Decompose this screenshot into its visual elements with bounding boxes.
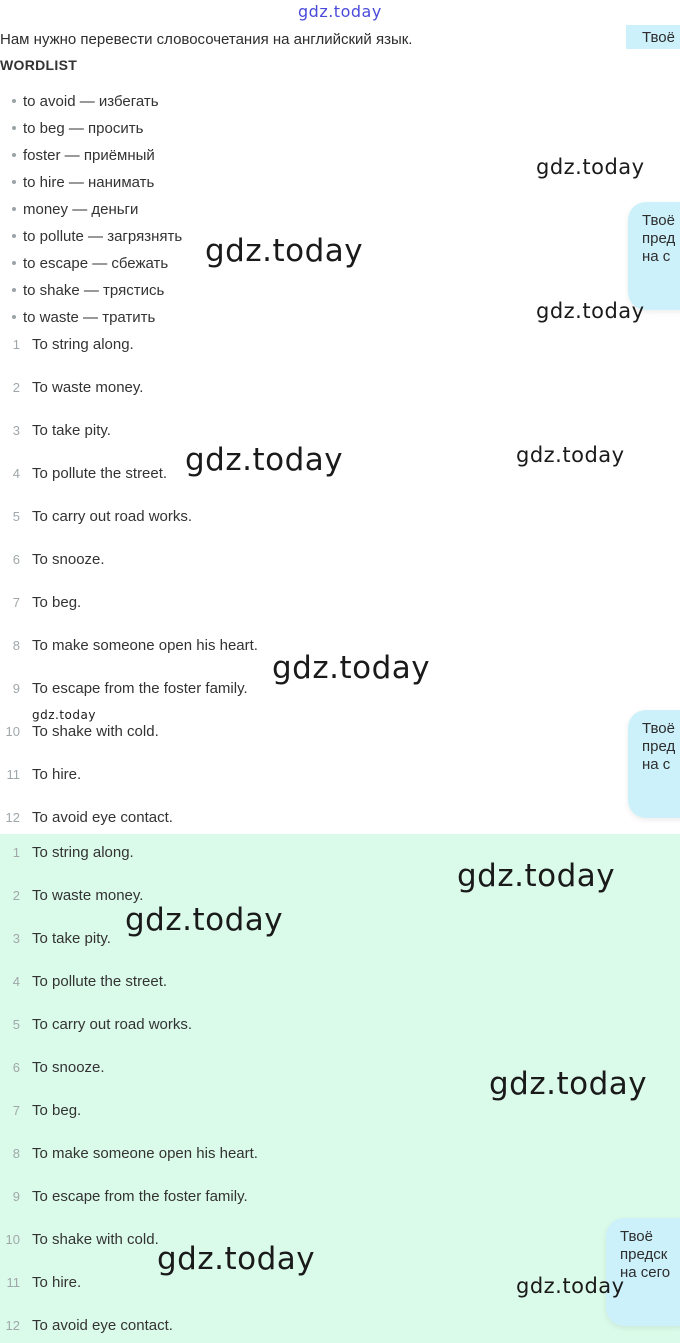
answer-text: To hire. [32,1274,82,1291]
answer-number: 12 [5,1318,20,1333]
answer-text: To carry out road works. [32,1016,193,1033]
wordlist-item-text: to hire — нанимать [23,174,155,191]
wordlist-item [12,92,159,112]
answer-number: 4 [12,974,20,989]
promo-bubble-top-text: Твоё [642,29,675,46]
promo-bubble-line: пред [642,230,676,247]
watermark: gdz.today [457,858,616,894]
answer-text: To waste money. [32,887,144,904]
promo-bubble[interactable] [606,1218,680,1326]
answer-item [0,1100,620,1122]
watermark: gdz.today [489,1066,648,1102]
bullet-dot [12,234,16,238]
task-text: To carry out road works. [32,508,193,525]
bullet-dot [12,207,16,211]
answer-number: 6 [12,1060,20,1075]
watermark: gdz.today [157,1241,316,1277]
promo-bubble-line: Твоё [642,212,675,229]
wordlist-item-text: to waste — тратить [23,309,156,326]
answer-number: 7 [12,1103,20,1118]
task-item [0,721,620,743]
wordlist-item-text: money — деньги [23,201,139,218]
bullet-dot [12,261,16,265]
watermark: gdz.today [536,299,645,323]
bullet-dot [12,288,16,292]
promo-bubble-line: пред [642,738,676,755]
task-text: To take pity. [32,422,111,439]
task-text: To waste money. [32,379,144,396]
wordlist-item [12,281,164,301]
answer-text: To make someone open his heart. [32,1145,258,1162]
answer-item [0,1186,620,1208]
watermark: gdz.today [536,155,645,179]
answer-number: 3 [12,931,20,946]
answer-number: 8 [12,1146,20,1161]
wordlist-item [12,200,138,220]
answer-item [0,1014,620,1036]
wordlist-item-text: to beg — просить [23,120,144,137]
wordlist-item-text: to shake — трястись [23,282,165,299]
task-text: To snooze. [32,551,105,568]
promo-bubble-line: на с [642,248,671,265]
answer-number: 10 [5,1232,20,1247]
watermark: gdz.today [516,443,625,467]
task-item [0,549,620,571]
watermark-top: gdz.today [298,2,382,21]
task-number: 12 [5,810,20,825]
wordlist-item [12,173,154,193]
watermark: gdz.today [272,650,431,686]
wordlist-item-text: to avoid — избегать [23,93,159,110]
task-text: To string along. [32,336,134,353]
task-item [0,807,620,829]
answer-text: To escape from the foster family. [32,1188,248,1205]
task-text: To beg. [32,594,82,611]
answer-item [0,971,620,993]
task-item [0,592,620,614]
task-number: 5 [12,509,20,524]
answer-number: 5 [12,1017,20,1032]
task-intro: Нам нужно перевести словосочетания на английский язык. [0,31,413,48]
bullet-dot [12,126,16,130]
answer-number: 1 [12,845,20,860]
answer-text: To shake with cold. [32,1231,159,1248]
task-item [0,420,620,442]
task-number: 4 [12,466,20,481]
task-item [0,334,620,356]
promo-bubble[interactable] [628,710,680,818]
answer-number: 11 [6,1275,20,1290]
task-text: To make someone open his heart. [32,637,258,654]
task-number: 9 [12,681,20,696]
answer-number: 9 [12,1189,20,1204]
task-item [0,377,620,399]
answer-text: To string along. [32,844,134,861]
watermark: gdz.today [32,708,96,722]
promo-bubble-top[interactable] [626,25,680,49]
wordlist-item [12,254,168,274]
task-text: To pollute the street. [32,465,168,482]
task-text: To avoid eye contact. [32,809,173,826]
task-number: 1 [12,337,20,352]
task-number: 7 [12,595,20,610]
wordlist-item [12,227,182,247]
task-text: To escape from the foster family. [32,680,248,697]
watermark: gdz.today [205,233,364,269]
wordlist-item [12,119,143,139]
wordlist-item [12,308,155,328]
answer-number: 2 [12,888,20,903]
task-item [0,506,620,528]
answer-item [0,928,620,950]
wordlist-item [12,146,155,166]
answer-text: To take pity. [32,930,111,947]
answer-text: To pollute the street. [32,973,168,990]
task-number: 6 [12,552,20,567]
answer-text: To snooze. [32,1059,105,1076]
answer-text: To beg. [32,1102,82,1119]
wordlist-item-text: to escape — сбежать [23,255,169,272]
promo-bubble-line: предск [620,1246,668,1263]
promo-bubble-line: на сего [620,1264,671,1281]
bullet-dot [12,153,16,157]
promo-bubble-line: на с [642,756,671,773]
task-number: 11 [6,767,20,782]
wordlist-title: WORDLIST [0,57,78,73]
watermark: gdz.today [185,442,344,478]
promo-bubble-line: Твоё [642,720,675,737]
watermark: gdz.today [516,1274,625,1298]
answer-item [0,1315,620,1337]
promo-bubble[interactable] [628,202,680,310]
watermark: gdz.today [125,902,284,938]
task-item [0,764,620,786]
wordlist-item-text: to pollute — загрязнять [23,228,183,245]
task-number: 10 [5,724,20,739]
task-number: 2 [12,380,20,395]
bullet-dot [12,180,16,184]
promo-bubble-line: Твоё [620,1228,653,1245]
answer-text: To avoid eye contact. [32,1317,173,1334]
wordlist-item-text: foster — приёмный [23,147,155,164]
answer-item [0,1143,620,1165]
task-text: To shake with cold. [32,723,159,740]
task-text: To hire. [32,766,82,783]
bullet-dot [12,315,16,319]
task-number: 3 [12,423,20,438]
bullet-dot [12,99,16,103]
task-number: 8 [12,638,20,653]
